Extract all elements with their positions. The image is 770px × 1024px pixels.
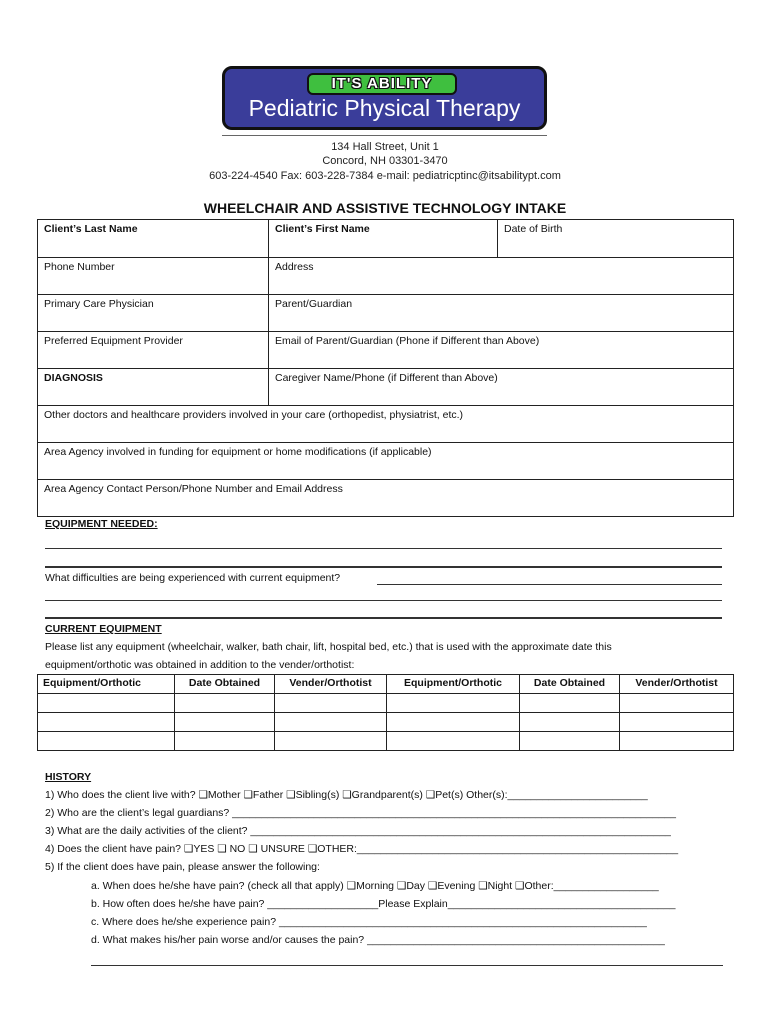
table-cell[interactable] [520,732,620,751]
history-q3[interactable]: 3) What are the daily activities of the client? ________________________________________________________________________ [45,825,671,837]
table-cell[interactable] [387,694,520,713]
table-cell[interactable] [520,694,620,713]
table-cell[interactable] [175,732,275,751]
table-cell[interactable] [38,694,175,713]
column-header: Vender/Orthotist [275,675,387,694]
equipment-needed-heading: EQUIPMENT NEEDED: [45,518,158,530]
area-agency-field[interactable]: Area Agency involved in funding for equipment or home modifications (if applicable) [38,443,734,480]
table-cell[interactable] [620,732,734,751]
answer-line[interactable] [91,965,723,966]
history-q2[interactable]: 2) Who are the client’s legal guardians? ____________________________________________________________________________ [45,807,676,819]
history-heading: HISTORY [45,771,92,783]
dob-field[interactable]: Date of Birth [498,220,734,258]
address-field[interactable]: Address [269,258,734,295]
history-q4[interactable]: 4) Does the client have pain? ❑YES ❑ NO ❑ UNSURE ❑OTHER:_______________________________________________________ [45,843,679,855]
phone-field[interactable]: Phone Number [38,258,269,295]
table-cell[interactable] [387,713,520,732]
logo-badge: IT'S ABILITY [307,73,457,95]
current-equipment-heading: CURRENT EQUIPMENT [45,623,162,635]
logo-divider [222,135,547,136]
table-cell[interactable] [275,713,387,732]
pcp-field[interactable]: Primary Care Physician [38,295,269,332]
table-row [38,694,734,713]
table-row [38,732,734,751]
table-cell[interactable] [275,732,387,751]
column-header: Vender/Orthotist [620,675,734,694]
last-name-field[interactable]: Client’s Last Name [38,220,269,258]
history-q5c[interactable]: c. Where does he/she experience pain? _______________________________________________________________ [91,916,647,928]
answer-line[interactable] [45,566,722,568]
table-cell[interactable] [38,713,175,732]
difficulties-answer-line[interactable] [377,584,722,585]
column-header: Date Obtained [520,675,620,694]
answer-line[interactable] [45,548,722,549]
parent-field[interactable]: Parent/Guardian [269,295,734,332]
email-field[interactable]: Email of Parent/Guardian (Phone if Different than Above) [269,332,734,369]
history-q5: 5) If the client does have pain, please answer the following: [45,861,320,873]
current-equipment-instructions-2: equipment/orthotic was obtained in addition to the vender/orthotist: [45,659,355,671]
table-cell[interactable] [275,694,387,713]
other-doctors-field[interactable]: Other doctors and healthcare providers involved in your care (orthopedist, physiatrist, etc.) [38,406,734,443]
answer-line[interactable] [45,617,722,619]
table-cell[interactable] [38,732,175,751]
history-q5b[interactable]: b. How often does he/she have pain? ___________________Please Explain_______________________________________ [91,898,676,910]
history-q5d[interactable]: d. What makes his/her pain worse and/or causes the pain? ___________________________________________________ [91,934,665,946]
table-cell[interactable] [175,694,275,713]
equipment-table [37,674,733,751]
history-q1[interactable]: 1) Who does the client live with? ❑Mother ❑Father ❑Sibling(s) ❑Grandparent(s) ❑Pet(s) Other(s):________________________ [45,789,648,801]
table-cell[interactable] [175,713,275,732]
column-header: Equipment/Orthotic [387,675,520,694]
table-row [38,713,734,732]
table-cell[interactable] [620,694,734,713]
column-header: Equipment/Orthotic [38,675,175,694]
column-header: Date Obtained [175,675,275,694]
table-cell[interactable] [620,713,734,732]
caregiver-field[interactable]: Caregiver Name/Phone (if Different than Above) [269,369,734,406]
diagnosis-field[interactable]: DIAGNOSIS [38,369,269,406]
form-title: WHEELCHAIR AND ASSISTIVE TECHNOLOGY INTAKE [203,200,567,216]
difficulties-question: What difficulties are being experienced with current equipment? [45,572,341,584]
contact-line: 603-224-4540 Fax: 603-228-7384 e-mail: pediatricptinc@itsabilitypt.com [209,170,561,182]
first-name-field[interactable]: Client’s First Name [269,220,498,258]
table-cell[interactable] [387,732,520,751]
provider-field[interactable]: Preferred Equipment Provider [38,332,269,369]
logo-name: Pediatric Physical Therapy [248,95,521,121]
address-line-2: Concord, NH 03301-3470 [322,155,448,167]
address-line-1: 134 Hall Street, Unit 1 [331,141,439,153]
intake-table [37,219,733,517]
answer-line[interactable] [45,600,722,601]
logo [222,66,547,130]
history-q5a[interactable]: a. When does he/she have pain? (check all that apply) ❑Morning ❑Day ❑Evening ❑Night ❑Other:__________________ [91,880,659,892]
current-equipment-instructions-1: Please list any equipment (wheelchair, walker, bath chair, lift, hospital bed, etc.) that is used with the approximate date this [45,641,612,653]
area-contact-field[interactable]: Area Agency Contact Person/Phone Number and Email Address [38,480,734,517]
table-cell[interactable] [520,713,620,732]
